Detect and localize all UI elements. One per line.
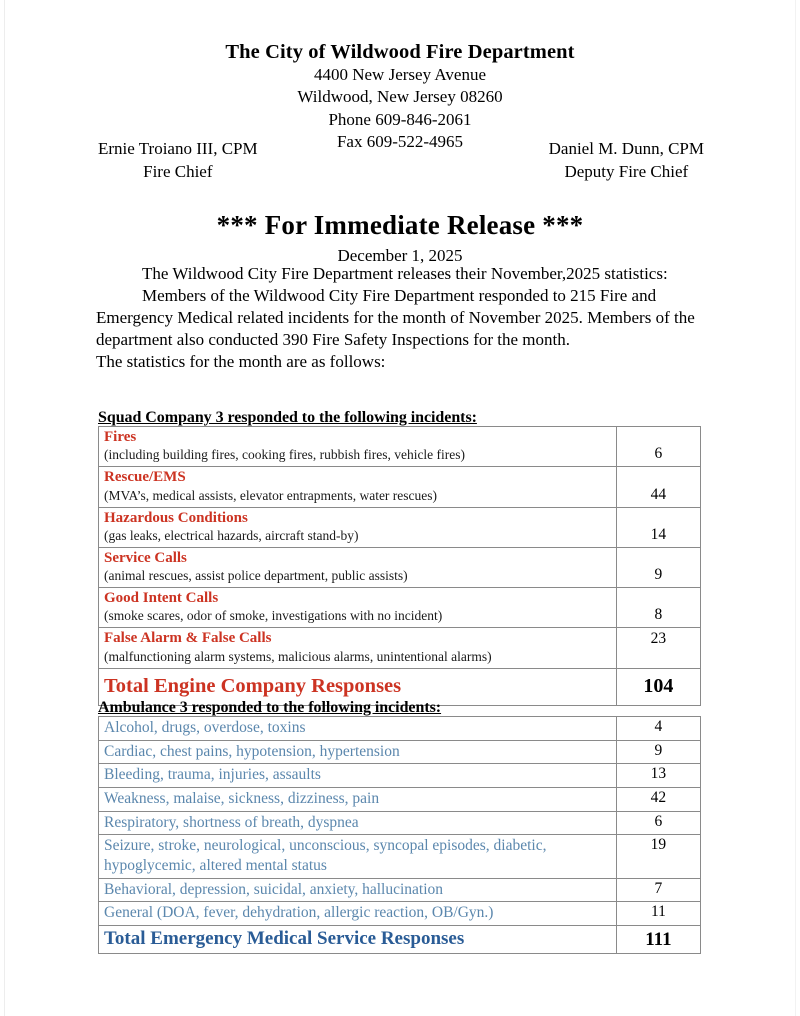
- category-title: Fires: [104, 429, 137, 445]
- squad-count-cell: 14: [616, 507, 700, 547]
- ambulance-section-heading: Ambulance 3 responded to the following incidents:: [98, 699, 442, 716]
- table-row: [99, 588, 701, 628]
- category-detail: (animal rescues, assist police department, public assists): [104, 568, 408, 584]
- squad-category-cell: [99, 427, 617, 467]
- category-title: Good Intent Calls: [104, 590, 219, 607]
- category-detail: (gas leaks, electrical hazards, aircraft stand-by): [104, 527, 359, 543]
- category-title: Rescue/EMS: [104, 469, 186, 486]
- release-title: *** For Immediate Release ***: [216, 210, 584, 240]
- fire-chief-block: [98, 138, 258, 184]
- table-row: [99, 628, 701, 668]
- squad-count-cell: 9: [616, 547, 700, 587]
- table-row: [99, 764, 701, 788]
- ems-count-cell: 7: [616, 878, 700, 902]
- ems-count-cell: 6: [616, 811, 700, 835]
- category-detail: (smoke scares, odor of smoke, investigations with no incident): [104, 608, 443, 624]
- ems-category-cell: Behavioral, depression, suicidal, anxiety, hallucination: [99, 878, 617, 902]
- squad-count-cell: 6: [616, 427, 700, 467]
- table-row: [99, 878, 701, 902]
- category-detail: (malfunctioning alarm systems, malicious alarms, unintentional alarms): [104, 648, 492, 664]
- ems-count-cell: 13: [616, 764, 700, 788]
- fire-chief-title: Fire Chief: [143, 161, 213, 181]
- category-detail: (MVA’s, medical assists, elevator entrapments, water rescues): [104, 487, 438, 503]
- table-row: [99, 507, 701, 547]
- table-row: [99, 788, 701, 812]
- ems-category-cell: General (DOA, fever, dehydration, allergic reaction, OB/Gyn.): [99, 902, 617, 926]
- squad-count-cell: 23: [616, 628, 700, 668]
- squad-category-cell: [99, 588, 617, 628]
- squad-incident-table: [98, 426, 701, 706]
- table-row: [99, 467, 701, 507]
- release-date: December 1, 2025: [337, 246, 463, 265]
- ems-category-cell: Weakness, malaise, sickness, dizziness, pain: [99, 788, 617, 812]
- category-title: Service Calls: [104, 549, 187, 566]
- table-row: [99, 547, 701, 587]
- squad-category-cell: [99, 507, 617, 547]
- deputy-chief-title: Deputy Fire Chief: [564, 161, 689, 181]
- table-row: [99, 740, 701, 764]
- fire-chief-name: Ernie Troiano III, CPM: [98, 139, 258, 158]
- category-detail: (including building fires, cooking fires, rubbish fires, vehicle fires): [104, 447, 466, 463]
- ems-category-cell: Cardiac, chest pains, hypotension, hypertension: [99, 740, 617, 764]
- ems-category-cell: Alcohol, drugs, overdose, toxins: [99, 717, 617, 741]
- deputy-chief-block: [549, 138, 704, 184]
- ems-count-cell: 4: [616, 717, 700, 741]
- category-title: Hazardous Conditions: [104, 509, 248, 526]
- ambulance-incident-table: [98, 716, 701, 954]
- department-title: The City of Wildwood Fire Department: [225, 41, 575, 63]
- table-row: [99, 835, 701, 878]
- table-row: [99, 902, 701, 926]
- department-phone: Phone 609-846-2061: [328, 109, 472, 129]
- squad-count-cell: 8: [616, 588, 700, 628]
- ambulance-total-label: Total Emergency Medical Service Responses: [99, 926, 617, 954]
- ems-count-cell: 11: [616, 902, 700, 926]
- deputy-chief-name: Daniel M. Dunn, CPM: [548, 139, 704, 158]
- ambulance-total-count: 111: [616, 926, 700, 954]
- release-paragraph-1: The Wildwood City Fire Department releases their November,2025 statistics:: [142, 264, 668, 283]
- release-paragraph-2: Members of the Wildwood City Fire Department responded to 215 Fire and Emergency Medical related incidents for the month of November 2025. Members of the department also conducted 390 Fire Safety Inspections for the month.: [96, 286, 695, 350]
- department-city-state-zip: Wildwood, New Jersey 08260: [297, 87, 503, 107]
- squad-total-label: Total Engine Company Responses: [99, 668, 617, 705]
- squad-category-cell: [99, 628, 617, 668]
- ems-category-cell: Seizure, stroke, neurological, unconscious, syncopal episodes, diabetic, hypoglycemic, altered mental status: [99, 835, 617, 878]
- release-paragraph-3: The statistics for the month are as follows:: [96, 352, 386, 372]
- squad-total-count: 104: [616, 668, 700, 705]
- table-row: [99, 811, 701, 835]
- ems-count-cell: 19: [616, 835, 700, 878]
- ems-category-cell: Respiratory, shortness of breath, dyspnea: [99, 811, 617, 835]
- ems-count-cell: 9: [616, 740, 700, 764]
- table-row: [99, 427, 701, 467]
- ems-count-cell: 42: [616, 788, 700, 812]
- release-body: [96, 263, 711, 373]
- category-title: False Alarm & False Calls: [104, 630, 272, 647]
- officers-row: [0, 138, 800, 184]
- squad-section-heading: Squad Company 3 responded to the following incidents:: [98, 409, 477, 426]
- ems-category-cell: Bleeding, trauma, injuries, assaults: [99, 764, 617, 788]
- ambulance-total-row: [99, 926, 701, 954]
- table-row: [99, 717, 701, 741]
- squad-category-cell: [99, 467, 617, 507]
- department-fax: Fax 609-522-4965: [336, 132, 464, 152]
- squad-category-cell: [99, 547, 617, 587]
- squad-count-cell: 44: [616, 467, 700, 507]
- department-address: 4400 New Jersey Avenue: [313, 64, 486, 84]
